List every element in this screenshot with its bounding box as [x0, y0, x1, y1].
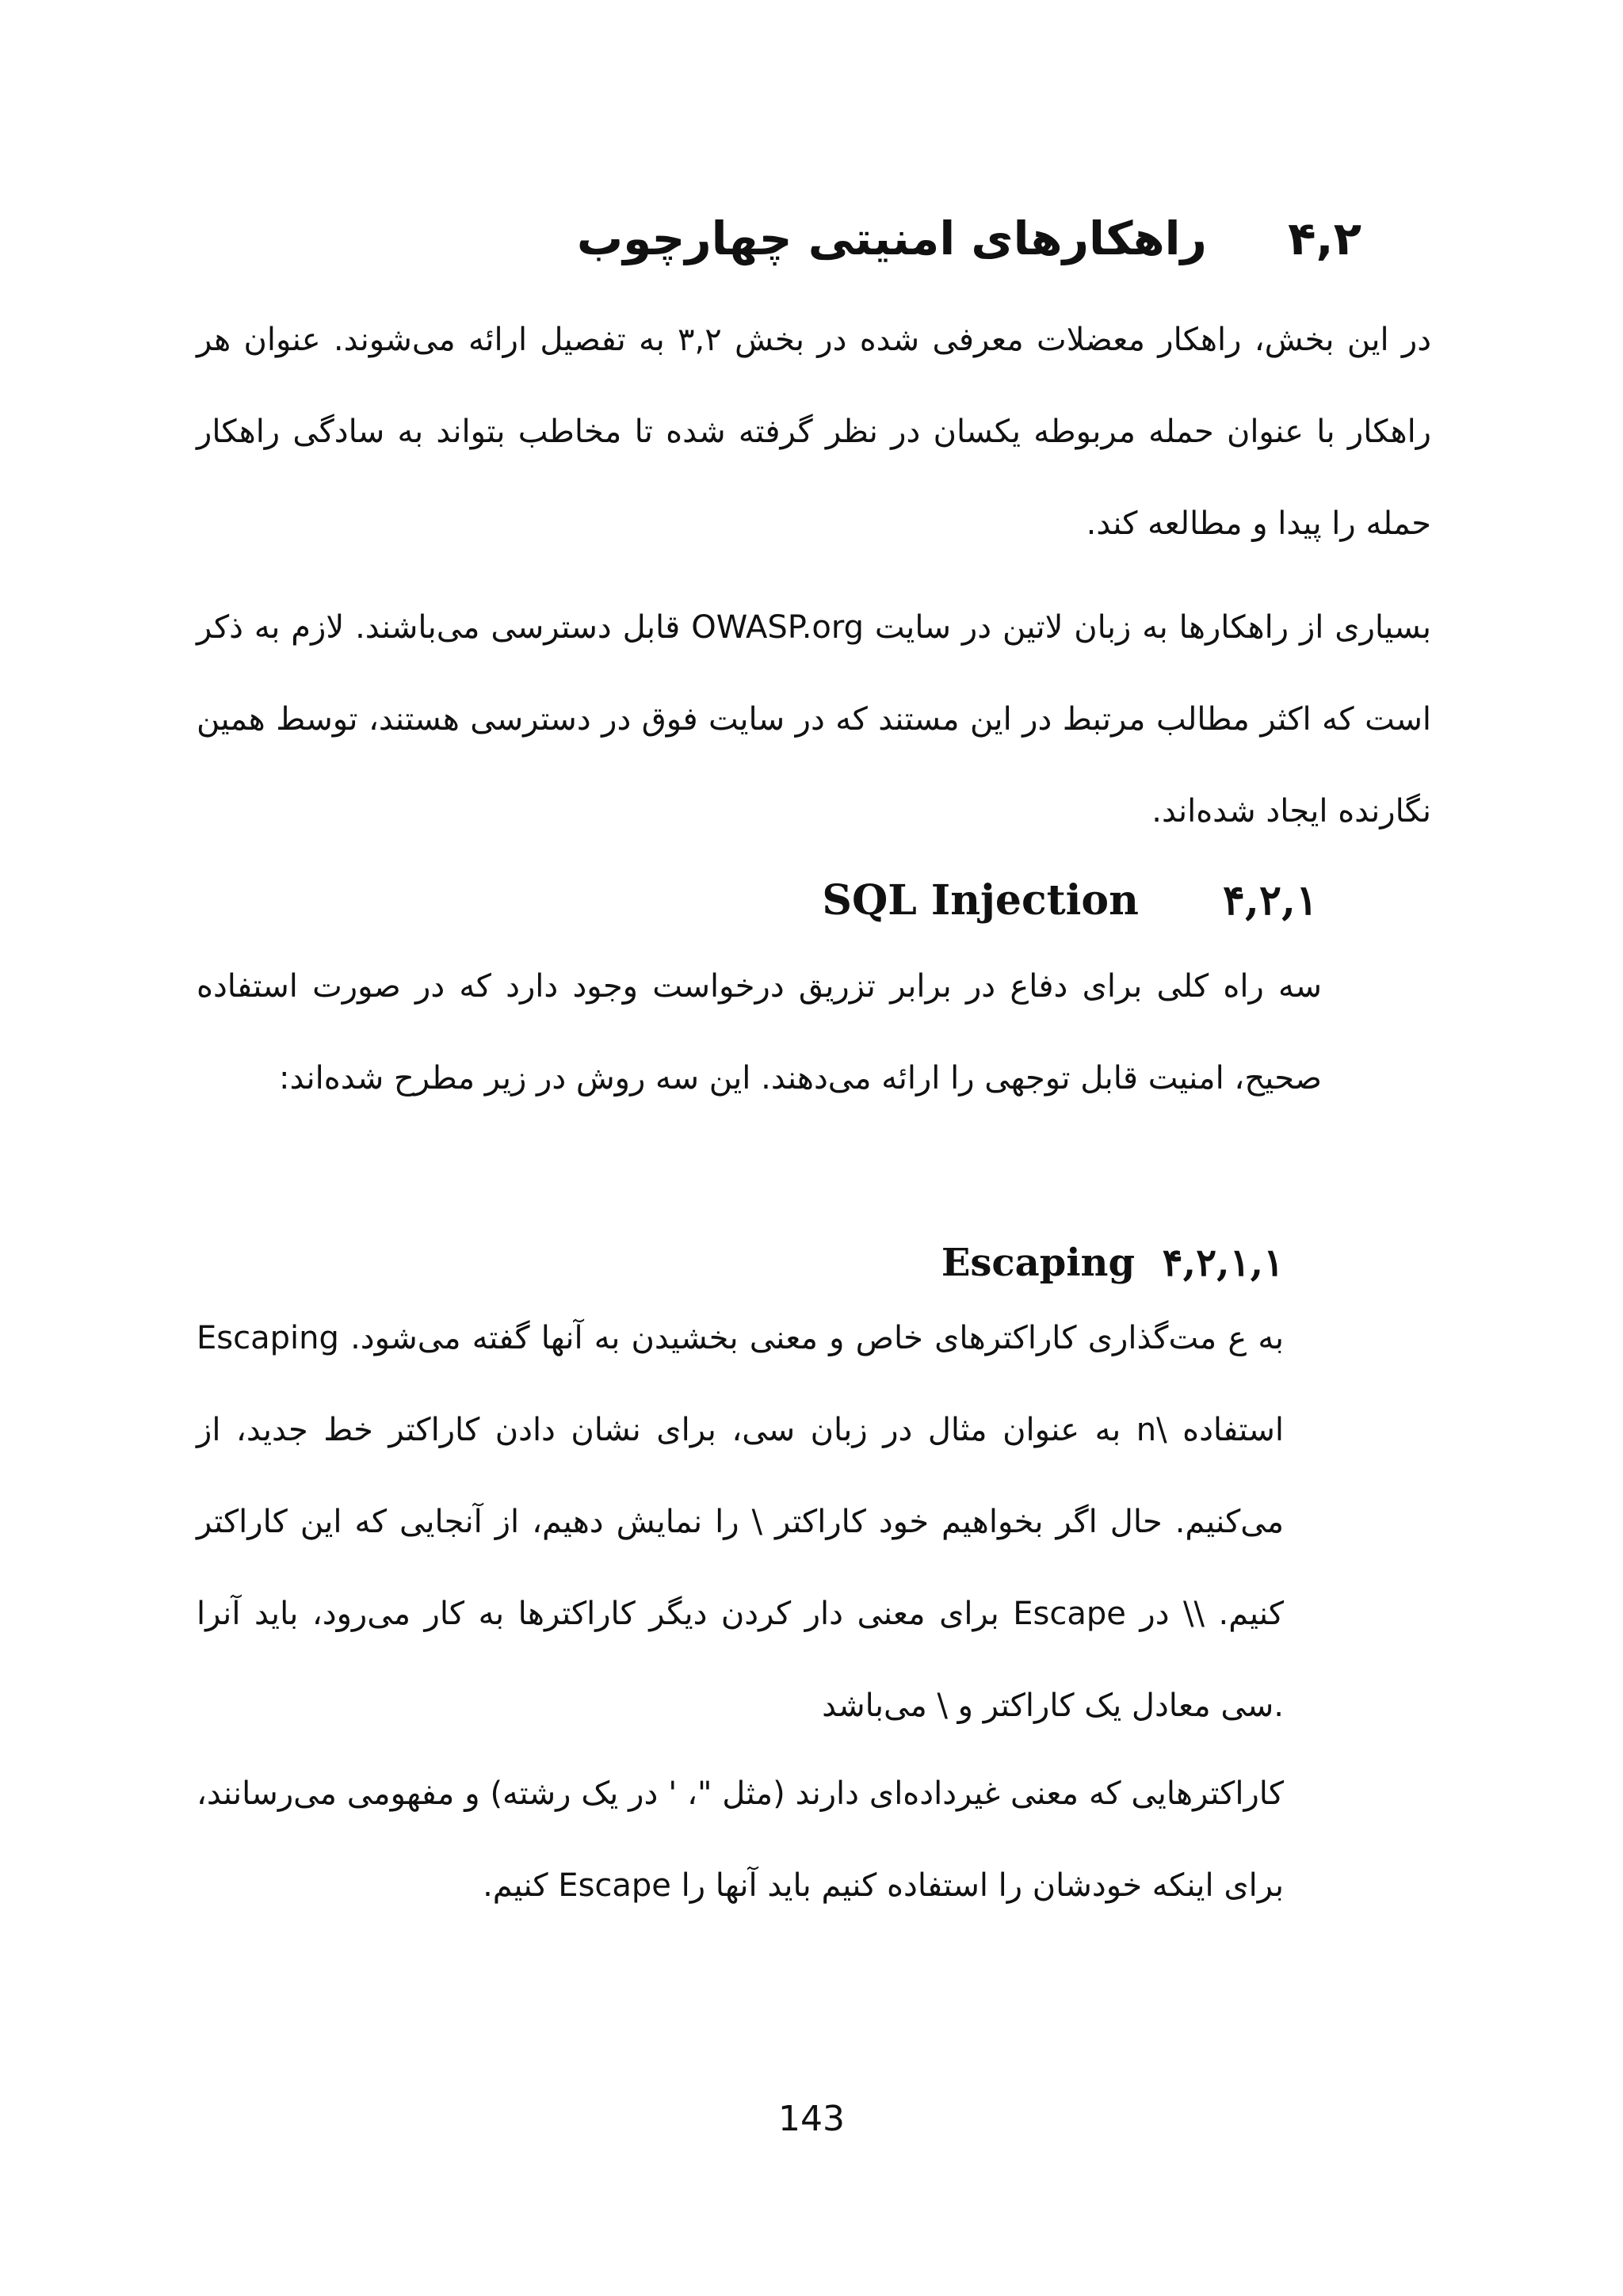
section-paragraph-2: بسیاری از راهکارها به زبان لاتین در سایت OWASP.org قابل دسترسی می‌باشند. لازم به ذکر است که اکثر مطالب مرتبط در این مستند که در سایت فوق در دسترسی هستند، توسط همین نگارنده ایجاد شده‌اند. [197, 609, 1431, 830]
section-paragraph-1: در این بخش، راهکار معضلات معرفی شده در بخش ۳,۲ به تفصیل ارائه می‌شوند. عنوان هر راهکار با عنوان حمله مربوطه یکسان در نظر گرفته شده تا مخاطب بتواند به سادگی راهکار حمله را پیدا و مطالعه کند. [197, 322, 1432, 542]
page-number: 143 [778, 2099, 845, 2139]
subsection-heading [822, 865, 1318, 936]
section-title: راهکارهای امنیتی چهارچوب [576, 212, 1207, 265]
section-heading [576, 195, 1361, 282]
subsection-title: SQL Injection [822, 876, 1139, 925]
section-number: ۴,۲ [1288, 212, 1361, 265]
subsubsection-paragraph-2: کاراکترهایی که معنی غیرداده‌ای دارند (مثل "، ' در یک رشته) و مفهومی می‌رسانند، برای اینکه خودشان را استفاده کنیم باید آنها را Escape کنیم. [197, 1775, 1284, 1904]
subsubsection-paragraph-1: Escaping به ع مت‌گذاری کاراکترهای خاص و معنی بخشیدن به آنها گفته می‌شود. به عنوان مثال در زبان سی، برای نشان دادن کاراکتر خط جدید، از n\ استفاده می‌کنیم. حال اگر بخواهیم خود کاراکتر \ را نمایش دهیم، از آنجایی که این کاراکتر برای معنی دار کردن دیگر کاراکترها به کار می‌رود، باید آنرا Escape کنیم. \\ در سی معادل یک کاراکتر و \ می‌باشد. [197, 1320, 1285, 1724]
subsubsection-number: ۴,۲,۱,۱ [1162, 1241, 1284, 1285]
subsection-number: ۴,۲,۱ [1223, 876, 1318, 925]
subsubsection-title: Escaping [941, 1241, 1136, 1285]
subsubsection-heading [941, 1226, 1284, 1299]
subsection-paragraph: سه راه کلی برای دفاع در برابر تزریق درخواست وجود دارد که در صورت استفاده صحیح، امنیت قابل توجهی را ارائه می‌دهند. این سه روش در زیر مطرح شده‌اند: [197, 968, 1322, 1097]
